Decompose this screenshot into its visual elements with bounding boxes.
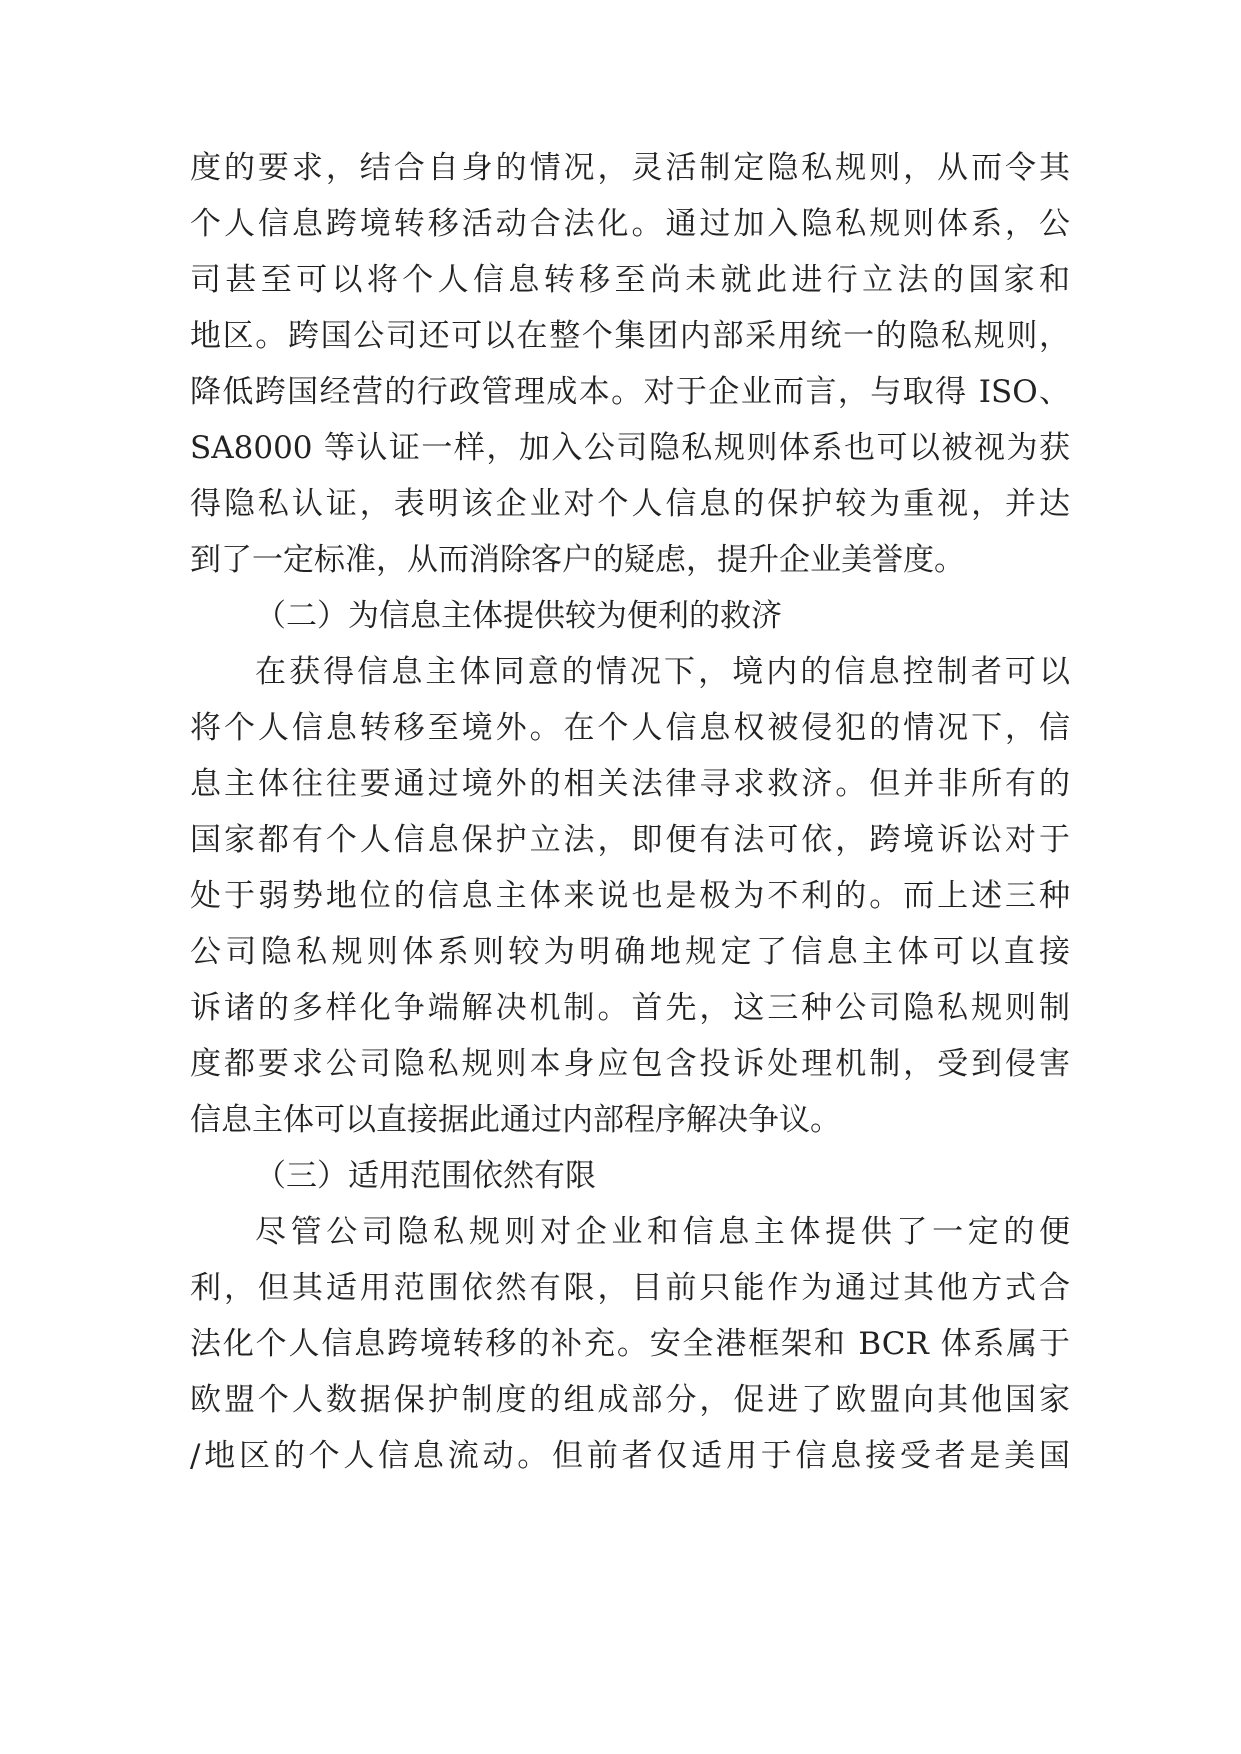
text-line: 度都要求公司隐私规则本身应包含投诉处理机制，受到侵害 xyxy=(190,1046,1070,1082)
text-line: SA8000 等认证一样，加入公司隐私规则体系也可以被视为获 xyxy=(190,430,1070,466)
text-line: 国家都有个人信息保护立法，即便有法可依，跨境诉讼对于 xyxy=(190,822,1070,858)
text-line: 司甚至可以将个人信息转移至尚未就此进行立法的国家和 xyxy=(190,262,1070,298)
text-line: 欧盟个人数据保护制度的组成部分，促进了欧盟向其他国家 xyxy=(190,1382,1070,1418)
text-line: 到了一定标准，从而消除客户的疑虑，提升企业美誉度。 xyxy=(190,542,965,578)
text-line: 在获得信息主体同意的情况下，境内的信息控制者可以 xyxy=(255,654,1070,690)
section-heading: （二）为信息主体提供较为便利的救济 xyxy=(255,598,782,634)
text-line: 尽管公司隐私规则对企业和信息主体提供了一定的便 xyxy=(255,1214,1070,1250)
text-line: 信息主体可以直接据此通过内部程序解决争议。 xyxy=(190,1102,841,1138)
text-line: 将个人信息转移至境外。在个人信息权被侵犯的情况下，信 xyxy=(190,710,1070,746)
text-line: 法化个人信息跨境转移的补充。安全港框架和 BCR 体系属于 xyxy=(190,1326,1070,1362)
text-line: 个人信息跨境转移活动合法化。通过加入隐私规则体系，公 xyxy=(190,206,1070,242)
text-line: 降低跨国经营的行政管理成本。对于企业而言，与取得 ISO、 xyxy=(190,374,1070,410)
section-heading: （三）适用范围依然有限 xyxy=(255,1158,596,1194)
text-line: 利，但其适用范围依然有限，目前只能作为通过其他方式合 xyxy=(190,1270,1070,1306)
text-line: 诉诸的多样化争端解决机制。首先，这三种公司隐私规则制 xyxy=(190,990,1070,1026)
text-line: 处于弱势地位的信息主体来说也是极为不利的。而上述三种 xyxy=(190,878,1070,914)
text-line: 息主体往往要通过境外的相关法律寻求救济。但并非所有的 xyxy=(190,766,1070,802)
text-line: 地区。跨国公司还可以在整个集团内部采用统一的隐私规则， xyxy=(190,318,1070,354)
text-line: /地区的个人信息流动。但前者仅适用于信息接受者是美国 xyxy=(190,1438,1070,1474)
text-line: 得隐私认证，表明该企业对个人信息的保护较为重视，并达 xyxy=(190,486,1070,522)
text-line: 公司隐私规则体系则较为明确地规定了信息主体可以直接 xyxy=(190,934,1070,970)
text-line: 度的要求，结合自身的情况，灵活制定隐私规则，从而令其 xyxy=(190,150,1070,186)
